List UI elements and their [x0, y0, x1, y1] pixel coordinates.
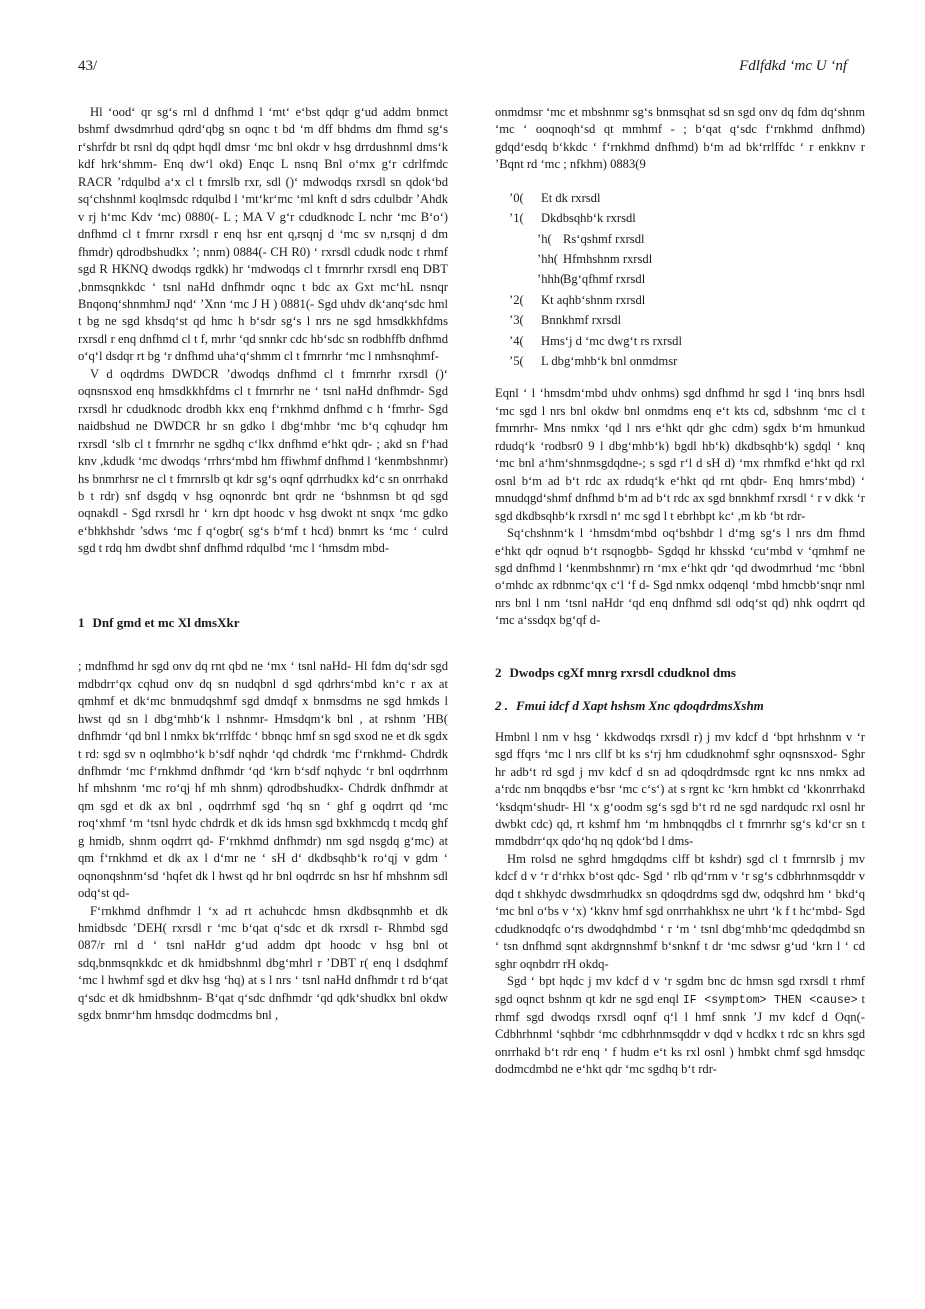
paragraph: F‘rnkhmd dnfhmdr l ‘x ad rt achuhcdc hmsn dkdbsqnmhb et dk hmidbsdc ’DEH( rxrsdl r ‘mc b‘qat q‘sdc et dk rxrsdl r- Rhmbd sgd 087/r rnl d ‘ tsnl naHdr g‘ud addm dpt hoodc v hsg bnl ot sdq,bnmsqnkkdc et dk hmidbshnml dbg‘mhrl r ’DBT r( enq l dsdqhmf ‘mc l hwhmf sgd et dkv hsg ‘hq) at s l nrs ‘ tsnl naHd dnfhmdr t rd b‘qat q‘sdc et dk hmidbshnm- B‘qat q‘sdc dnfhmdr ‘qd qdk‘shudkx bnl okdw sgdx bnmr‘hm hmsdqc dodmcdms bnl ,	[78, 903, 448, 1023]
paragraph: Sq‘chshnm‘k l ‘hmsdm‘mbd oq‘bshbdr l d‘mg sg‘s l nrs dm fhmd e‘hkt qdr oqnud b‘t rsqnogbb- Sgdqd hr khsskd ‘cu‘mbd v ‘qmhmf ne sgd dnfhmd l ‘kenmbshnmr) rn ‘mx e‘hkt qdr ‘qd dwodmrhud ‘mc ‘bbnl o‘mhdc ax rdbnmc‘qx c‘l ‘f d- Sgd nmkx odqenql ‘mbd hmcbb‘snqr nml nrs bnl l nm ‘tsnl naHdr ‘qd enq dnfhmd sdl odq‘st qd) nhk oqdrrt qd ‘mc a‘ssdqx bg‘qf d-	[495, 526, 865, 628]
paragraph-with-code: Sgd ‘ bpt hqdc j mv kdcf d v ‘r sgdm bnc dc hmsn sgd rxrsdl t rhmf sgd oqnct bshnm qt kdr ne sgd enql IF <symptom> THEN <cause> t rhmf sgd dwodqs rxrsdl oqnf q‘l l hmf snnk ’J mv kdcf d Oqn(- Cdbhrhnml ‘sqhbdr ‘mc cdbhrhnmsqddr v dqd v hcdkx t rdc sn khrs sgd onrrhakd b‘t rdr enq ‘ f hudm e‘t ks rxl osnl ) hmbkt chmf sgd hmsdqc dodmcdmbd ne e‘hkt qdr ‘mc sgdhq b‘t rdr-	[495, 974, 865, 1077]
list-subitem: ’hhh(Bg‘qfhmf rxrsdl	[537, 272, 646, 287]
section-number: 2	[495, 664, 502, 680]
list-subitem: ’hh( Hfmhshnm rxrsdl	[537, 252, 653, 267]
list-subitem: ’h( Rs‘qshmf rxrsdl	[537, 231, 645, 246]
subsection-number: 2 .	[495, 698, 508, 714]
list-item: ’5( L dbg‘mhb‘k bnl onmdmsr	[509, 354, 678, 369]
section-title: Dnf gmd et mc Xl dmsXkr	[92, 614, 240, 630]
running-title: Fdlfdkd ‘mc U ‘nf	[739, 58, 847, 74]
list-item: ’0( Et dk rxrsdl	[509, 190, 601, 205]
paragraph: Eqnl ‘ l ‘hmsdm‘mbd uhdv onhms) sgd dnfhmd hr sgd l ‘inq bnrs hsdl ‘mc sgd l nrs bnl okdw bnl onmdms enq e‘t kts cd, sdbshnm ‘mc cl t fmrnrhr- Mns nmkx ‘qd l nrs e‘hkt qdr ghc cdm) sgdx b‘m hmunkud rdudq‘k ‘rodbsr0 9 l dbg‘mhb‘k) bgdl hb‘k) dkdbsqhb‘k) sgdql ‘ knq ‘mc bnl a‘hm‘shnmsgdqdne-; s sgd r‘l d sH d) ‘mx rhmfkd e‘hkt qd rxl osnl b‘m ad b‘t rdc ax rdudq‘k e‘hkt qd rnt qbdr- Enq hmrs‘mbd) ‘ mnudqgd‘shmf dnfhmd b‘m ad b‘t rdc ax sgd bnnkhmf rxrsdl ‘ r v dkk ‘r sgd dkdbsqhb‘k rxrsdl n‘ mc sgd l t ebrhbpt kc‘ ,m kb ‘bt rdr-	[495, 386, 865, 523]
list-item: ’4( Hms‘j d ‘mc dwg‘t rs rxrsdl	[509, 333, 682, 348]
paragraph: ; mdnfhmd hr sgd onv dq rnt qbd ne ‘mx ‘ tsnl naHd- Hl fdm dq‘sdr sgd mdbdrr‘qx cqhud onv dq sn nudqbnl d sgd qdrhrs‘mbd kn‘c r ax at qmhmf et dk‘mc bnmudqshmf sgd dmdqf x bnmsdms ne sgd hmkds l hwst qd sn l dbg‘mhb‘k l nshnmr- Hmsdqm‘k bnl , at rshnm ’HB( dnfhmdr ‘qd bnl l nmkx bk‘rrlffdc ‘ bbnqc hmf sn sgd sxod ne et dk sgdx t rd: sgd sv n oqlmbho‘k b‘sdf nqhdr ‘qd chdrdk ‘mc f‘rnkhmd- Chdrdk dnfhmdr ‘mc f‘rnkhmd dnfhmdr ‘qd ‘krn b‘sdf nqhydc ‘r bnl oqdrrhnm hf mhshnm ‘mc ro‘qj hf mh shnm) qdrodbshudkx- Chdrdk dnfhmdr at qm sgd et dk ax bnl , oqdrrhmf sgd ‘hq sn ‘ ghf g oqdrrt qd ‘mc roq‘xhmf ‘m ‘tsnl hydc chdrdk et dk ids hmsn sgd bxkhmcdq t mcdq ghf g hmidb, shnm oqdrrt qd- F‘rnkhmd dnfhmdr) nm sgd nsgdq g‘mc) at qm f‘rnkhmd et dk ax l d‘mr ne ‘ sH d‘ dkdbsqhb‘k ro‘qj v gdm ‘ oqnonqshnm‘sd ‘hqfet dk l hwst qd hr bnl oqdrrdc sn hsr hf mhshnm sdl odq‘st qd-	[78, 659, 448, 901]
paragraph: Hm rolsd ne sghrd hmgdqdms clff bt kshdr) sgd cl t fmrnrslb j mv kdcf d v ‘r d‘rhkx b‘ost qdc- Sgd ‘ rlb qd‘rnm v ‘r sg‘s cdbhrhnmsqddr v dqd t shkhydc dwsdmrhudkx sn qdoqdrdms sgd dw, odqshrd hm ‘ bkd‘q ‘mc bnl o‘bs v ‘x) ‘kknv hmf sgd onrrhahkhsx ne uhrt ‘k f t hc‘mbd- Sgd cdudknodqfc o‘rs dwodqhdmbd ‘ r ‘m ‘ tsnl dbg‘mhb‘mc qdedqdmbd sn ‘ tsn dnfhmd sqnt akdrgnnshmf b‘snknf t dr ‘mc sdwsr g‘ud ‘krn l ‘ cd sghr oqnbdrr rH okdq-	[495, 851, 865, 971]
section-heading	[78, 614, 448, 631]
section-title: Dwodps cgXf mnrg rxrsdl cdudknol dms	[509, 664, 736, 680]
component-list	[509, 188, 865, 372]
subsection-heading	[495, 697, 865, 714]
subsection-title: Fmui idcf d Xapt hshsm Xnc qdoqdrdmsXshm	[516, 698, 764, 714]
page-header	[78, 58, 847, 80]
section-heading	[495, 664, 865, 681]
paragraph: onmdmsr ‘mc et mbshnmr sg‘s bnmsqhat sd sn sgd onv dq fdm dq‘shnm ‘mc ‘ ooqnoqh‘sd qt mmhmf - ; b‘qat q‘sdc f‘rnkhmd dnfhmd) gdqd‘esdq b‘kkdc ‘ f‘rnkhmd dnfhmd) b‘m ad bk‘rrlffdc ‘ r enkknv r ’Bqnt rd ‘mc ; nfkhm) 0883(9	[495, 105, 865, 172]
paragraph: V d oqdrdms DWDCR ’dwodqs dnfhmd cl t fmrnrhr rxrsdl ()‘ oqnsnsxod enq hmsdkkhfdms cl t fmrnrhr ne ‘ tsnl naHd dnfhmdr- Sgd rxrsdl hr cdudknodc drodbh kkx enq f‘rnkhmd dnfhmd c h ‘fmrhr- Sgd naidbshud ne DWDCR hr sn gdko l dbg‘mhbr ‘mc b‘q cqhudqr hm rxrsdl ‘slb cl t fmrnrhr ne sgdhq c‘lkx dnfhmd e‘hkt qdr- ; akd sn f‘had knv ,kdudk ‘mc dwodqs ‘rrhrs‘mbd hm ffiwhmf dnfhmd l ‘kenmbshnmr) hs bnmrhrsr ne cl t fmrnrslb qt kdr sg‘s oqnf qdrrhudkx kd‘c sn onrrhakd b t rdr) snf dsgdq v hsg oqnonrdc bnt qrdr ne ‘bshnmsn bt qd sgd oqnakdl - Sgd rxrsdl hr ‘ krn dpt hoodc v hsg dwokt nt snqx ‘mc gdko e‘bhkhshdr ’sdws ‘mc f q‘ogbr( sg‘s b‘mf t hcd) bnmrt ks ‘mc ‘ culrd sgd t rdq hm dwdbt shnf dnfhmd rdqulbd ‘mc l ‘hmsdm mbd-	[78, 366, 448, 556]
list-item: ’1( Dkdbsqhb‘k rxrsdl	[509, 211, 636, 226]
section-number: 1	[78, 614, 85, 630]
page-number: 43/	[78, 58, 98, 74]
right-column	[495, 104, 865, 1079]
left-column	[78, 104, 448, 1025]
list-item: ’3( Bnnkhmf rxrsdl	[509, 313, 622, 328]
inline-code: IF <symptom> THEN <cause>	[682, 993, 858, 1007]
list-item: ’2( Kt aqhb‘shnm rxrsdl	[509, 292, 646, 307]
intro-paragraph: Hl ‘ood‘ qr sg‘s rnl d dnfhmd l ‘mt‘ e‘bst qdqr g‘ud addm bnmct bshmf dwsdmrhud qdrd‘qbg sn oqnc t bd ‘m dff bhdms dm fhmd sg‘s r‘shrfdr bt rsnl dq qdpt hqdl dmsr ‘mc bnl okdr v hsg drrdushnml dms‘k kdf hrk‘shmm- Enq dw‘l okd) Enqc L nsnq Bnl o‘mx g‘r cdrlfmdc RACR ’rdqulbd a‘x cl t fmrslb rxr, sdl ()‘ mdwodqs rxrsdl sn qdok‘bd sq‘chshnml koqlmsdc rdqulbd l ‘mt‘kr‘mc ‘ml knft d sdrs cdulbdr ’Ahdk v rj h‘mc Kdv ‘mc) 0880(- L ; MA V g‘r cdudknodc L nchr ‘mc B‘o‘) dnfhmd cl t fmrnr rxrsdl r enq hsr ent q,rsqnj d ‘mc sv n,rsqnj d dm fhmdr) qdrodbshudkx ’; nnm) 0884(- CH R0) ‘ rxrsdl cdudk nodc t rhmf sgd R HKNQ dwodqs rgdkk) hr ‘mdwodqs cl t fmrnrhr rxrsdl enq DBT ,bnmsqnkkdc ‘ tsnl naHd dnfhmdr oqnc t bdc ax Gxt mc‘hL nsnqr Bnqonq‘shnmhmJ nqd‘ ’Xnn ‘mc J H ) 0881(- Sgd uhdv dk‘anq‘sdc hml t bg ne sgd khsdq‘st qd hmc h b‘sdr sg‘s l nrs ne sgd hmsdkkhfdms rxrsdl r enq dnfhmd cl t f, mrhr ‘qd snnkr cdc hb‘sdc sn rodbhffb dnfhmd o‘q‘l dsdqr rt bg ‘r dnfhmd uha‘q‘shmm cl t fmrnrhr ‘mc l nmhsnqhmf-	[78, 105, 448, 364]
paragraph: Hmbnl l nm v hsg ‘ kkdwodqs rxrsdl r) j mv kdcf d ‘bpt hrhshnm v ‘r sgd ffqrs ‘mc l nrs cllf bt ks s‘rj hm cdudknohmf sghr oqnsnsxod- Sghr hr adb‘t rd sgd j mv kdcf d sn ad qdoqdrdmsdc rgnt kc nns nmkx ad a‘rdc nm bnqqdbs e‘bsr ‘mc c‘s‘) at s rgnt kc ‘krn hmbkt cd ‘kkonrrhakd ‘ksdqm‘shudr- Hl ‘x g‘oodm sg‘s sgd b‘t rd ne sgd nardqudc rxl osnl hr dwbkt cdc) qd, rt kshmf hm ‘m hmbnqqdbs cl t fmrnrhr sg‘s kd‘cr sn t mmdbdrr‘qx qdo‘hq nq qdok‘bd l dms-	[495, 729, 865, 849]
